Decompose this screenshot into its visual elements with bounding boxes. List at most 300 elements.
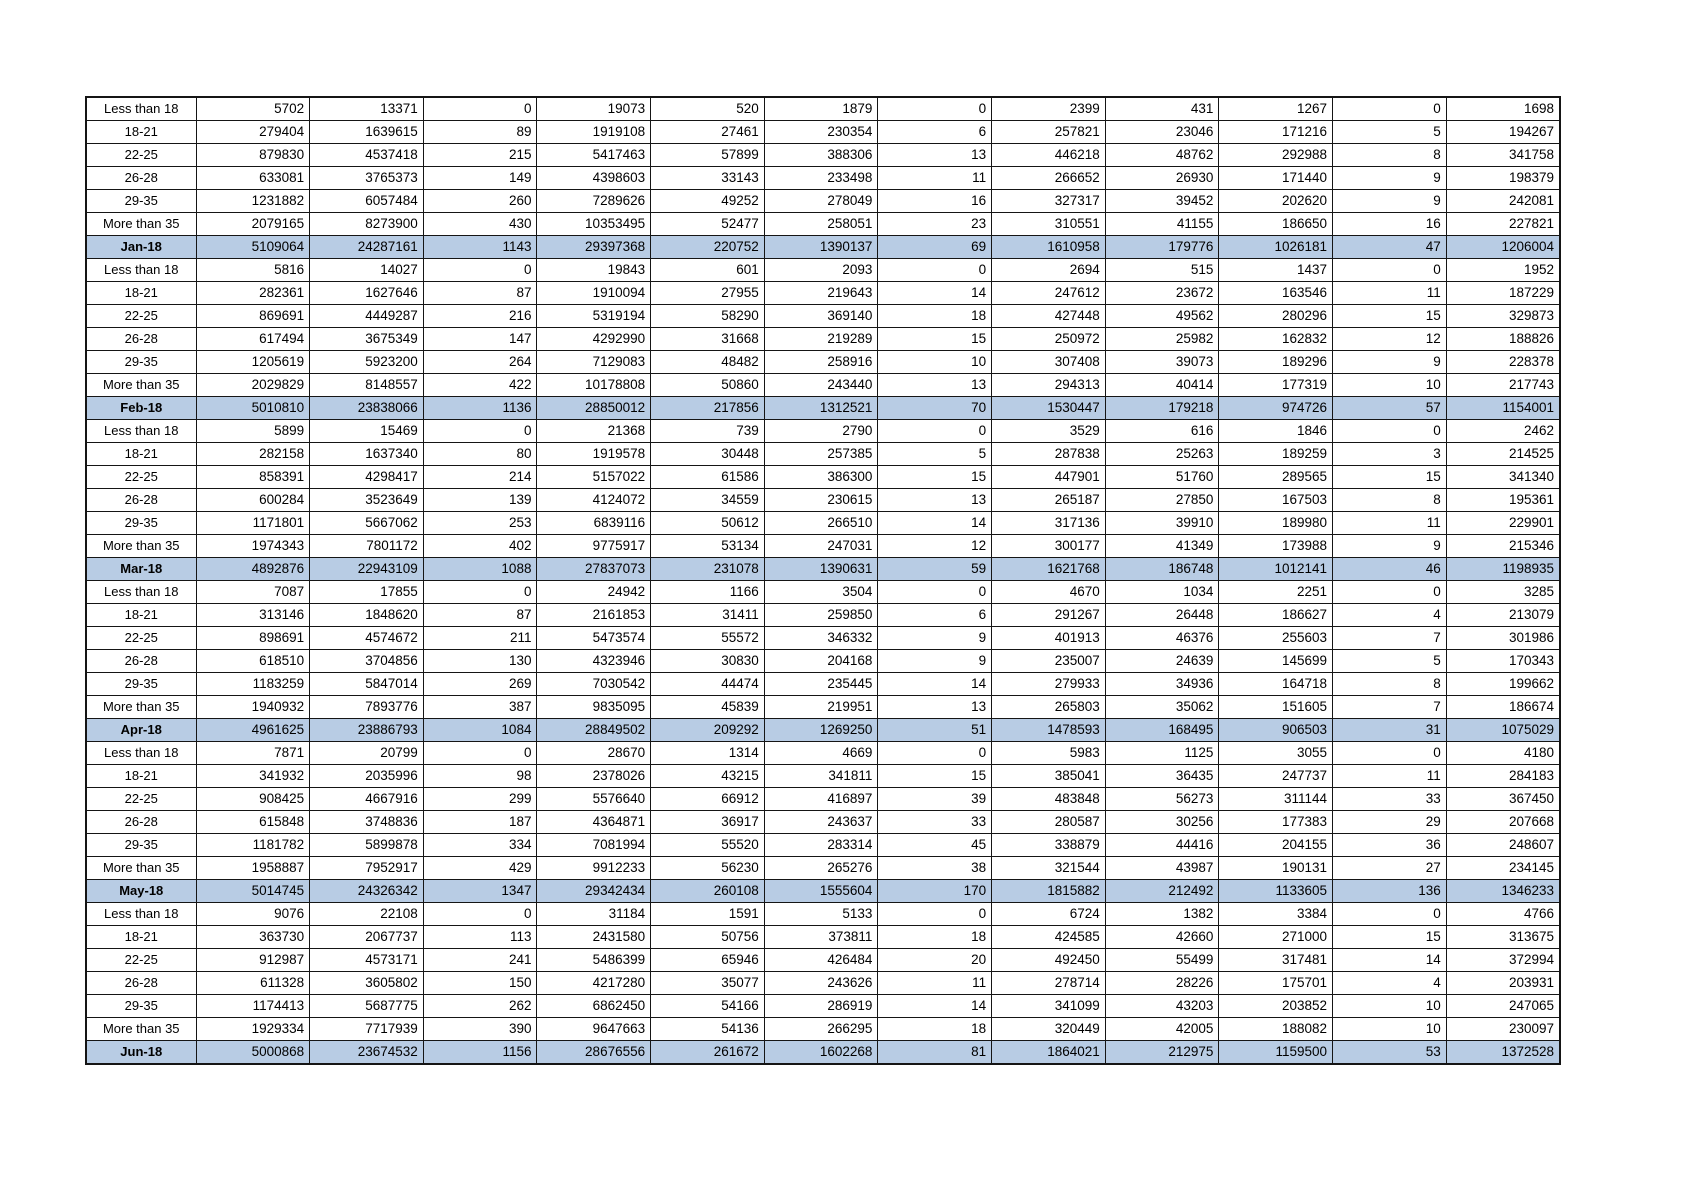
month-total-value-cell: 53 <box>1333 1041 1447 1065</box>
value-cell: 3748836 <box>310 811 424 834</box>
value-cell: 25263 <box>1105 443 1219 466</box>
value-cell: 9912233 <box>537 857 651 880</box>
value-cell: 447901 <box>992 466 1106 489</box>
value-cell: 24639 <box>1105 650 1219 673</box>
value-cell: 1910094 <box>537 282 651 305</box>
value-cell: 5157022 <box>537 466 651 489</box>
value-cell: 26448 <box>1105 604 1219 627</box>
month-total-row <box>86 558 1560 581</box>
value-cell: 15 <box>878 466 992 489</box>
value-cell: 292988 <box>1219 144 1333 167</box>
value-cell: 278049 <box>764 190 878 213</box>
month-total-label-cell: May-18 <box>86 880 196 903</box>
value-cell: 3675349 <box>310 328 424 351</box>
age-label-cell: 22-25 <box>86 466 196 489</box>
value-cell: 0 <box>878 742 992 765</box>
value-cell: 262 <box>423 995 537 1018</box>
month-total-value-cell: 1084 <box>423 719 537 742</box>
table-row <box>86 466 1560 489</box>
table-row <box>86 305 1560 328</box>
value-cell: 633081 <box>196 167 310 190</box>
value-cell: 264 <box>423 351 537 374</box>
value-cell: 3704856 <box>310 650 424 673</box>
month-total-value-cell: 69 <box>878 236 992 259</box>
value-cell: 1183259 <box>196 673 310 696</box>
value-cell: 188082 <box>1219 1018 1333 1041</box>
value-cell: 13 <box>878 374 992 397</box>
value-cell: 9 <box>878 627 992 650</box>
value-cell: 341099 <box>992 995 1106 1018</box>
month-total-value-cell: 1530447 <box>992 397 1106 420</box>
value-cell: 151605 <box>1219 696 1333 719</box>
value-cell: 56273 <box>1105 788 1219 811</box>
value-cell: 424585 <box>992 926 1106 949</box>
data-table <box>85 96 1561 1065</box>
value-cell: 31184 <box>537 903 651 926</box>
value-cell: 228378 <box>1446 351 1560 374</box>
value-cell: 177319 <box>1219 374 1333 397</box>
value-cell: 16 <box>878 190 992 213</box>
value-cell: 1125 <box>1105 742 1219 765</box>
value-cell: 369140 <box>764 305 878 328</box>
value-cell: 230615 <box>764 489 878 512</box>
month-total-value-cell: 5000868 <box>196 1041 310 1065</box>
value-cell: 215 <box>423 144 537 167</box>
value-cell: 34559 <box>651 489 765 512</box>
value-cell: 4180 <box>1446 742 1560 765</box>
value-cell: 5473574 <box>537 627 651 650</box>
value-cell: 22108 <box>310 903 424 926</box>
value-cell: 5486399 <box>537 949 651 972</box>
value-cell: 5133 <box>764 903 878 926</box>
value-cell: 113 <box>423 926 537 949</box>
month-total-value-cell: 1012141 <box>1219 558 1333 581</box>
value-cell: 363730 <box>196 926 310 949</box>
value-cell: 26930 <box>1105 167 1219 190</box>
value-cell: 1846 <box>1219 420 1333 443</box>
value-cell: 492450 <box>992 949 1106 972</box>
month-total-value-cell: 24287161 <box>310 236 424 259</box>
value-cell: 1974343 <box>196 535 310 558</box>
month-total-value-cell: 217856 <box>651 397 765 420</box>
table-row <box>86 1018 1560 1041</box>
value-cell: 2431580 <box>537 926 651 949</box>
value-cell: 145699 <box>1219 650 1333 673</box>
value-cell: 1919578 <box>537 443 651 466</box>
value-cell: 52477 <box>651 213 765 236</box>
value-cell: 269 <box>423 673 537 696</box>
value-cell: 327317 <box>992 190 1106 213</box>
table-row <box>86 282 1560 305</box>
value-cell: 265276 <box>764 857 878 880</box>
value-cell: 43215 <box>651 765 765 788</box>
value-cell: 33143 <box>651 167 765 190</box>
value-cell: 4124072 <box>537 489 651 512</box>
value-cell: 48482 <box>651 351 765 374</box>
value-cell: 266652 <box>992 167 1106 190</box>
table-row <box>86 995 1560 1018</box>
value-cell: 4573171 <box>310 949 424 972</box>
value-cell: 5576640 <box>537 788 651 811</box>
age-label-cell: More than 35 <box>86 1018 196 1041</box>
value-cell: 43203 <box>1105 995 1219 1018</box>
value-cell: 50756 <box>651 926 765 949</box>
value-cell: 0 <box>1333 420 1447 443</box>
value-cell: 12 <box>878 535 992 558</box>
value-cell: 416897 <box>764 788 878 811</box>
age-label-cell: More than 35 <box>86 213 196 236</box>
age-label-cell: 18-21 <box>86 604 196 627</box>
age-label-cell: 22-25 <box>86 144 196 167</box>
value-cell: 219643 <box>764 282 878 305</box>
value-cell: 87 <box>423 604 537 627</box>
value-cell: 1437 <box>1219 259 1333 282</box>
value-cell: 25982 <box>1105 328 1219 351</box>
value-cell: 171216 <box>1219 121 1333 144</box>
age-label-cell: Less than 18 <box>86 97 196 121</box>
month-total-value-cell: 209292 <box>651 719 765 742</box>
value-cell: 388306 <box>764 144 878 167</box>
value-cell: 0 <box>423 420 537 443</box>
value-cell: 203852 <box>1219 995 1333 1018</box>
age-label-cell: Less than 18 <box>86 742 196 765</box>
value-cell: 3605802 <box>310 972 424 995</box>
table-row <box>86 420 1560 443</box>
month-total-value-cell: 1075029 <box>1446 719 1560 742</box>
value-cell: 230354 <box>764 121 878 144</box>
value-cell: 4537418 <box>310 144 424 167</box>
value-cell: 242081 <box>1446 190 1560 213</box>
month-total-value-cell: 1346233 <box>1446 880 1560 903</box>
value-cell: 329873 <box>1446 305 1560 328</box>
value-cell: 1231882 <box>196 190 310 213</box>
value-cell: 1591 <box>651 903 765 926</box>
table-row <box>86 351 1560 374</box>
value-cell: 150 <box>423 972 537 995</box>
month-total-row <box>86 719 1560 742</box>
value-cell: 6839116 <box>537 512 651 535</box>
value-cell: 45839 <box>651 696 765 719</box>
value-cell: 3285 <box>1446 581 1560 604</box>
value-cell: 20799 <box>310 742 424 765</box>
value-cell: 266295 <box>764 1018 878 1041</box>
month-total-value-cell: 4961625 <box>196 719 310 742</box>
value-cell: 243637 <box>764 811 878 834</box>
age-label-cell: Less than 18 <box>86 581 196 604</box>
value-cell: 230097 <box>1446 1018 1560 1041</box>
value-cell: 15 <box>1333 926 1447 949</box>
month-total-value-cell: 1602268 <box>764 1041 878 1065</box>
value-cell: 1698 <box>1446 97 1560 121</box>
month-total-value-cell: 59 <box>878 558 992 581</box>
value-cell: 98 <box>423 765 537 788</box>
age-label-cell: More than 35 <box>86 857 196 880</box>
value-cell: 89 <box>423 121 537 144</box>
value-cell: 2790 <box>764 420 878 443</box>
month-total-value-cell: 220752 <box>651 236 765 259</box>
value-cell: 279404 <box>196 121 310 144</box>
value-cell: 7 <box>1333 696 1447 719</box>
value-cell: 43987 <box>1105 857 1219 880</box>
value-cell: 282361 <box>196 282 310 305</box>
value-cell: 42005 <box>1105 1018 1219 1041</box>
age-label-cell: 18-21 <box>86 443 196 466</box>
value-cell: 28226 <box>1105 972 1219 995</box>
value-cell: 247031 <box>764 535 878 558</box>
value-cell: 9835095 <box>537 696 651 719</box>
month-total-row <box>86 1041 1560 1065</box>
value-cell: 258051 <box>764 213 878 236</box>
value-cell: 40414 <box>1105 374 1219 397</box>
age-label-cell: 26-28 <box>86 972 196 995</box>
value-cell: 5687775 <box>310 995 424 1018</box>
value-cell: 4574672 <box>310 627 424 650</box>
month-total-value-cell: 212492 <box>1105 880 1219 903</box>
value-cell: 29 <box>1333 811 1447 834</box>
value-cell: 39 <box>878 788 992 811</box>
month-total-value-cell: 57 <box>1333 397 1447 420</box>
age-label-cell: 18-21 <box>86 282 196 305</box>
value-cell: 9647663 <box>537 1018 651 1041</box>
value-cell: 280296 <box>1219 305 1333 328</box>
value-cell: 31668 <box>651 328 765 351</box>
month-total-value-cell: 28676556 <box>537 1041 651 1065</box>
value-cell: 266510 <box>764 512 878 535</box>
value-cell: 14 <box>878 995 992 1018</box>
value-cell: 430 <box>423 213 537 236</box>
value-cell: 6862450 <box>537 995 651 1018</box>
value-cell: 12 <box>1333 328 1447 351</box>
value-cell: 243440 <box>764 374 878 397</box>
value-cell: 0 <box>878 903 992 926</box>
month-total-value-cell: 1269250 <box>764 719 878 742</box>
value-cell: 243626 <box>764 972 878 995</box>
value-cell: 34936 <box>1105 673 1219 696</box>
value-cell: 39910 <box>1105 512 1219 535</box>
month-total-value-cell: 170 <box>878 880 992 903</box>
value-cell: 1637340 <box>310 443 424 466</box>
month-total-label-cell: Feb-18 <box>86 397 196 420</box>
value-cell: 3523649 <box>310 489 424 512</box>
value-cell: 227821 <box>1446 213 1560 236</box>
value-cell: 278714 <box>992 972 1106 995</box>
value-cell: 3765373 <box>310 167 424 190</box>
value-cell: 280587 <box>992 811 1106 834</box>
value-cell: 3 <box>1333 443 1447 466</box>
value-cell: 4323946 <box>537 650 651 673</box>
value-cell: 3504 <box>764 581 878 604</box>
value-cell: 7 <box>1333 627 1447 650</box>
month-total-value-cell: 1621768 <box>992 558 1106 581</box>
month-total-value-cell: 179218 <box>1105 397 1219 420</box>
value-cell: 301986 <box>1446 627 1560 650</box>
spreadsheet-page <box>85 96 1561 1065</box>
value-cell: 385041 <box>992 765 1106 788</box>
table-row <box>86 374 1560 397</box>
value-cell: 3384 <box>1219 903 1333 926</box>
value-cell: 10 <box>878 351 992 374</box>
value-cell: 8148557 <box>310 374 424 397</box>
value-cell: 3055 <box>1219 742 1333 765</box>
value-cell: 207668 <box>1446 811 1560 834</box>
value-cell: 190131 <box>1219 857 1333 880</box>
value-cell: 8 <box>1333 144 1447 167</box>
value-cell: 7129083 <box>537 351 651 374</box>
value-cell: 879830 <box>196 144 310 167</box>
value-cell: 19843 <box>537 259 651 282</box>
value-cell: 341811 <box>764 765 878 788</box>
value-cell: 1314 <box>651 742 765 765</box>
month-total-value-cell: 5010810 <box>196 397 310 420</box>
month-total-value-cell: 46 <box>1333 558 1447 581</box>
value-cell: 1639615 <box>310 121 424 144</box>
month-total-value-cell: 47 <box>1333 236 1447 259</box>
value-cell: 9775917 <box>537 535 651 558</box>
value-cell: 299 <box>423 788 537 811</box>
value-cell: 219951 <box>764 696 878 719</box>
value-cell: 27955 <box>651 282 765 305</box>
value-cell: 44474 <box>651 673 765 696</box>
value-cell: 7871 <box>196 742 310 765</box>
month-total-value-cell: 906503 <box>1219 719 1333 742</box>
value-cell: 54136 <box>651 1018 765 1041</box>
month-total-row <box>86 397 1560 420</box>
table-row <box>86 765 1560 788</box>
value-cell: 0 <box>423 581 537 604</box>
table-row <box>86 144 1560 167</box>
month-total-value-cell: 1347 <box>423 880 537 903</box>
month-total-label-cell: Mar-18 <box>86 558 196 581</box>
value-cell: 30256 <box>1105 811 1219 834</box>
value-cell: 186674 <box>1446 696 1560 719</box>
value-cell: 2093 <box>764 259 878 282</box>
value-cell: 27 <box>1333 857 1447 880</box>
value-cell: 341340 <box>1446 466 1560 489</box>
value-cell: 1181782 <box>196 834 310 857</box>
month-total-value-cell: 1133605 <box>1219 880 1333 903</box>
value-cell: 204155 <box>1219 834 1333 857</box>
table-row <box>86 857 1560 880</box>
month-total-value-cell: 1555604 <box>764 880 878 903</box>
value-cell: 1205619 <box>196 351 310 374</box>
age-label-cell: 26-28 <box>86 811 196 834</box>
table-row <box>86 581 1560 604</box>
value-cell: 372994 <box>1446 949 1560 972</box>
value-cell: 3529 <box>992 420 1106 443</box>
value-cell: 219289 <box>764 328 878 351</box>
value-cell: 9 <box>1333 535 1447 558</box>
value-cell: 199662 <box>1446 673 1560 696</box>
value-cell: 0 <box>423 259 537 282</box>
value-cell: 2462 <box>1446 420 1560 443</box>
table-row <box>86 903 1560 926</box>
value-cell: 15469 <box>310 420 424 443</box>
table-row <box>86 742 1560 765</box>
age-label-cell: Less than 18 <box>86 420 196 443</box>
value-cell: 289565 <box>1219 466 1333 489</box>
value-cell: 5983 <box>992 742 1106 765</box>
value-cell: 39452 <box>1105 190 1219 213</box>
value-cell: 0 <box>878 97 992 121</box>
value-cell: 618510 <box>196 650 310 673</box>
value-cell: 8 <box>1333 489 1447 512</box>
value-cell: 66912 <box>651 788 765 811</box>
value-cell: 5899 <box>196 420 310 443</box>
table-row <box>86 696 1560 719</box>
value-cell: 402 <box>423 535 537 558</box>
value-cell: 217743 <box>1446 374 1560 397</box>
value-cell: 1848620 <box>310 604 424 627</box>
value-cell: 13 <box>878 696 992 719</box>
value-cell: 189259 <box>1219 443 1333 466</box>
value-cell: 27850 <box>1105 489 1219 512</box>
value-cell: 311144 <box>1219 788 1333 811</box>
value-cell: 7087 <box>196 581 310 604</box>
value-cell: 253 <box>423 512 537 535</box>
value-cell: 35062 <box>1105 696 1219 719</box>
value-cell: 1627646 <box>310 282 424 305</box>
value-cell: 170343 <box>1446 650 1560 673</box>
month-total-label-cell: Jan-18 <box>86 236 196 259</box>
value-cell: 23046 <box>1105 121 1219 144</box>
month-total-value-cell: 1864021 <box>992 1041 1106 1065</box>
value-cell: 2079165 <box>196 213 310 236</box>
table-row <box>86 673 1560 696</box>
value-cell: 341758 <box>1446 144 1560 167</box>
value-cell: 175701 <box>1219 972 1333 995</box>
value-cell: 177383 <box>1219 811 1333 834</box>
value-cell: 8 <box>1333 673 1447 696</box>
value-cell: 0 <box>423 903 537 926</box>
value-cell: 248607 <box>1446 834 1560 857</box>
age-label-cell: 18-21 <box>86 765 196 788</box>
value-cell: 186650 <box>1219 213 1333 236</box>
month-total-value-cell: 23838066 <box>310 397 424 420</box>
table-row <box>86 512 1560 535</box>
month-total-value-cell: 51 <box>878 719 992 742</box>
age-label-cell: 29-35 <box>86 673 196 696</box>
value-cell: 235007 <box>992 650 1106 673</box>
value-cell: 7717939 <box>310 1018 424 1041</box>
value-cell: 265187 <box>992 489 1106 512</box>
age-label-cell: 26-28 <box>86 328 196 351</box>
age-label-cell: 29-35 <box>86 190 196 213</box>
value-cell: 87 <box>423 282 537 305</box>
value-cell: 33 <box>1333 788 1447 811</box>
value-cell: 431 <box>1105 97 1219 121</box>
value-cell: 28670 <box>537 742 651 765</box>
value-cell: 1382 <box>1105 903 1219 926</box>
value-cell: 334 <box>423 834 537 857</box>
value-cell: 5 <box>1333 121 1447 144</box>
value-cell: 1174413 <box>196 995 310 1018</box>
value-cell: 171440 <box>1219 167 1333 190</box>
value-cell: 55499 <box>1105 949 1219 972</box>
value-cell: 80 <box>423 443 537 466</box>
age-label-cell: 26-28 <box>86 650 196 673</box>
table-row <box>86 949 1560 972</box>
value-cell: 164718 <box>1219 673 1333 696</box>
value-cell: 2161853 <box>537 604 651 627</box>
value-cell: 282158 <box>196 443 310 466</box>
value-cell: 0 <box>1333 742 1447 765</box>
value-cell: 279933 <box>992 673 1106 696</box>
table-row <box>86 627 1560 650</box>
table-row <box>86 535 1560 558</box>
value-cell: 6 <box>878 121 992 144</box>
age-label-cell: 29-35 <box>86 351 196 374</box>
value-cell: 14 <box>878 673 992 696</box>
